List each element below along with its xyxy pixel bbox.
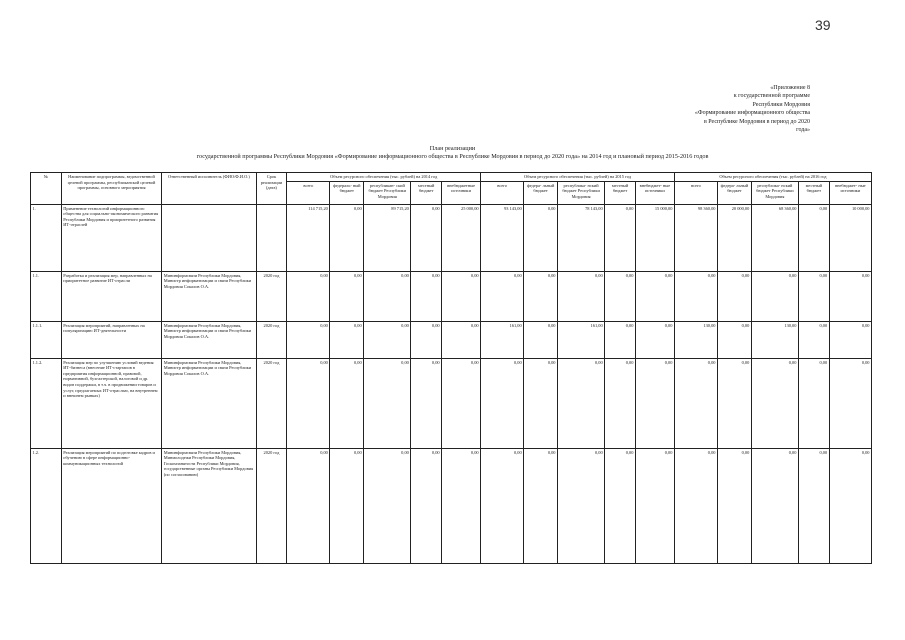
cell-value: 0,00 [411,358,442,448]
cell-value: 10 000,00 [829,204,871,271]
header-responsible: Ответственный исполнитель (ФИО/Ф.И.О.) [162,173,256,205]
cell-value: 130,00 [674,321,717,358]
row-name: Реализация мероприятий, направленных на популяризацию ИТ-деятельности [61,321,161,358]
cell-value: 0,00 [442,448,481,563]
row-responsible [162,204,256,271]
appendix-line: Республики Мордовия [752,101,810,108]
cell-value: 0,00 [717,358,751,448]
row-term: 2020 год [256,321,287,358]
cell-value: 0,00 [605,321,636,358]
cell-value: 0,00 [330,204,364,271]
cell-value: 0,00 [524,321,558,358]
cell-value: 0,00 [605,204,636,271]
cell-value: 0,00 [829,271,871,321]
cell-value: 0,00 [364,271,411,321]
cell-value: 0,00 [411,321,442,358]
cell-value: 98 360,00 [674,204,717,271]
row-name: Применение технологий информационного общества для социально-экономического развития Республики Мордовия и приоритетного развития ИТ-отраслей [61,204,161,271]
cell-value: 0,00 [798,271,829,321]
cell-value: 0,00 [481,358,524,448]
cell-value: 114 715,20 [287,204,330,271]
cell-value: 0,00 [717,448,751,563]
header-sub: всего [481,181,524,204]
cell-value: 0,00 [605,358,636,448]
row-responsible: Мининформсвязи Республики Мордовия, Министр информатизации и связи Республики Мордовия Сокалов О.А. [162,271,256,321]
header-group-2016: Объем ресурсного обеспечения (тыс. рублей) на 2016 год [674,173,871,182]
header-sub: федера- льный бюджет [717,181,751,204]
cell-value: 0,00 [330,321,364,358]
cell-value: 0,00 [674,448,717,563]
appendix-note [580,84,810,134]
header-sub: внебюджет- ные источники [829,181,871,204]
cell-value: 89 715,20 [364,204,411,271]
cell-value: 0,00 [605,271,636,321]
row-no: 1. [31,204,62,271]
cell-value: 93 143,00 [481,204,524,271]
plan-title: План реализации [429,145,476,152]
plan-table [30,172,872,564]
cell-value: 0,00 [442,271,481,321]
cell-value: 0,00 [411,271,442,321]
row-name: Разработка и реализация мер, направленных на приоритетное развитие ИТ-отрасли [61,271,161,321]
header-sub: всего [674,181,717,204]
header-sub: республика- нский бюджет Республики Мордовия [751,181,798,204]
cell-value: 0,00 [751,271,798,321]
header-no: № [31,173,62,205]
header-name: Наименование подпрограммы, ведомственной целевой программы, республиканской целевой программы, основного мероприятия [61,173,161,205]
row-responsible: Мининформсвязи Республики Мордовия, Министр информатизации и связи Республики Мордовия Сокалов О.А. [162,358,256,448]
header-sub: федера- льный бюджет [524,181,558,204]
plan-subtitle: государственной программы Республики Мордовия «Формирование информационного общества в Республике Мордовия в период до 2020 года» на 2014 год и плановый период 2015-2016 годов [196,153,709,160]
appendix-line: в Республике Мордовия в период до 2020 [703,118,810,125]
table-row [31,448,872,563]
cell-value: 0,00 [481,271,524,321]
cell-value: 0,00 [635,271,674,321]
cell-value: 0,00 [287,448,330,563]
cell-value: 0,00 [829,448,871,563]
cell-value: 0,00 [558,271,605,321]
header-group-2014: Объем ресурсного обеспечения (тыс. рублей) на 2014 год [287,173,481,182]
row-term: 2020 год [256,358,287,448]
cell-value: 0,00 [364,448,411,563]
table-row [31,358,872,448]
cell-value: 0,00 [717,271,751,321]
header-sub: внебюджетные источники [442,181,481,204]
row-term: 2020 год [256,271,287,321]
appendix-line: года» [796,127,810,134]
appendix-line: «Приложение 8 [770,85,810,91]
cell-value: 0,00 [605,448,636,563]
cell-value: 0,00 [674,358,717,448]
appendix-line: «Формирование информационного общества [694,110,810,117]
header-sub: местный бюджет [798,181,829,204]
cell-value: 0,00 [829,358,871,448]
cell-value: 0,00 [287,321,330,358]
page-number: 39 [815,17,831,33]
cell-value: 68 360,00 [751,204,798,271]
header-sub: республикан- ский бюджет Республики Мордовия [364,181,411,204]
cell-value: 20 000,00 [717,204,751,271]
cell-value: 0,00 [798,358,829,448]
cell-value: 0,00 [558,448,605,563]
row-no: 1.1. [31,271,62,321]
header-sub: местный бюджет [411,181,442,204]
header-term: Срок реализации (дата) [256,173,287,205]
cell-value: 0,00 [798,204,829,271]
cell-value: 0,00 [481,448,524,563]
appendix-line: к государственной программе [733,93,810,100]
cell-value: 0,00 [524,448,558,563]
header-sub: федераль- ный бюджет [330,181,364,204]
header-sub: всего [287,181,330,204]
cell-value: 0,00 [635,321,674,358]
cell-value: 0,00 [364,358,411,448]
cell-value: 15 000,00 [635,204,674,271]
header-sub: местный бюджет [605,181,636,204]
cell-value: 0,00 [411,448,442,563]
row-responsible: Мининформсвязи Республики Мордовия, Министр информатизации и связи Республики Мордовия Сокалов О.А. [162,321,256,358]
cell-value: 0,00 [330,271,364,321]
cell-value: 0,00 [751,448,798,563]
cell-value: 0,00 [558,358,605,448]
cell-value: 0,00 [524,271,558,321]
table-row [31,321,872,358]
cell-value: 0,00 [798,448,829,563]
cell-value: 0,00 [411,204,442,271]
cell-value: 0,00 [674,271,717,321]
row-name: Реализация мероприятий по подготовке кадров и обучению в сфере информационно-коммуникационных технологий [61,448,161,563]
row-term: 2020 год [256,448,287,563]
header-sub: внебюджет- ные источники [635,181,674,204]
row-name: Реализация мер по улучшению условий ведения ИТ-бизнеса (внесение ИТ-стартапов в предприятия информационной, правовой, нормативной, бухгалтерской, налоговой и др. видов поддержки, в т.ч. в продвижении товаров и услуг, предлагаемых ИТ-отраслью, на внутреннем и внешнем рынках) [61,358,161,448]
cell-value: 78 143,00 [558,204,605,271]
cell-value: 161,00 [558,321,605,358]
cell-value: 0,00 [829,321,871,358]
row-no: 1.2. [31,448,62,563]
row-no: 1.1.1. [31,321,62,358]
cell-value: 0,00 [330,358,364,448]
cell-value: 0,00 [798,321,829,358]
table-row [31,204,872,271]
cell-value: 0,00 [635,358,674,448]
header-sub: республика- нский бюджет Республики Мордовия [558,181,605,204]
table-row [31,271,872,321]
cell-value: 0,00 [717,321,751,358]
cell-value: 0,00 [524,358,558,448]
cell-value: 0,00 [635,448,674,563]
cell-value: 0,00 [442,321,481,358]
cell-value: 0,00 [287,358,330,448]
cell-value: 0,00 [751,358,798,448]
row-no: 1.1.2. [31,358,62,448]
cell-value: 0,00 [364,321,411,358]
cell-value: 161,00 [481,321,524,358]
cell-value: 0,00 [287,271,330,321]
header-group-2015: Объем ресурсного обеспечения (тыс. рублей) на 2015 год [481,173,675,182]
row-responsible: Мининформсвязи Республики Мордовия, Минмолодежи Республики Мордовия, Госкомзанятости Республики Мордовия, государственные органы Республики Мордовия (по согласованию) [162,448,256,563]
cell-value: 130,00 [751,321,798,358]
cell-value: 25 000,00 [442,204,481,271]
cell-value: 0,00 [524,204,558,271]
cell-value: 0,00 [442,358,481,448]
cell-value: 0,00 [330,448,364,563]
row-term [256,204,287,271]
